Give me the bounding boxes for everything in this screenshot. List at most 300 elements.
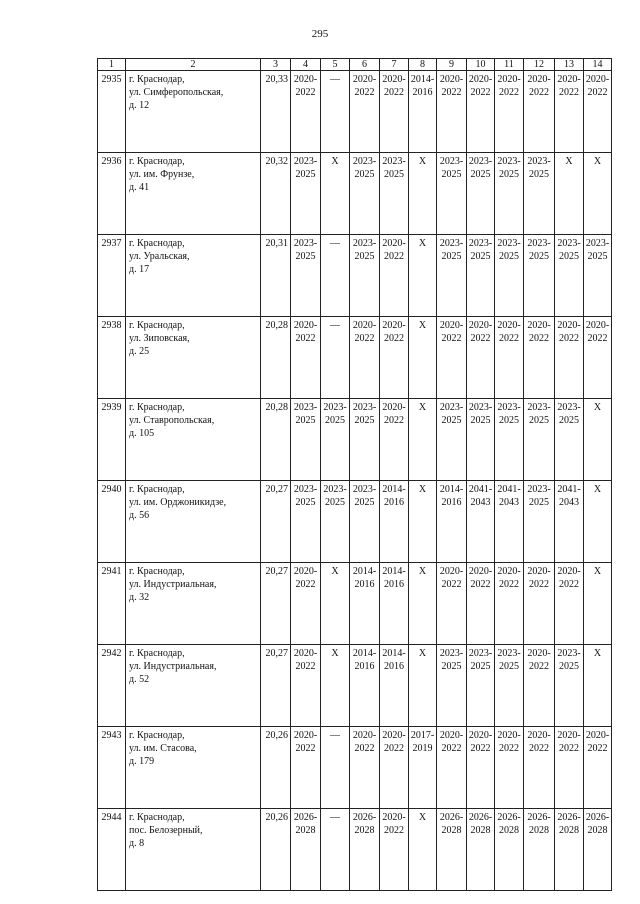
period-cell-c9 xyxy=(437,645,467,727)
cell-line: 2025 xyxy=(470,169,491,180)
cell-line: 2023- xyxy=(352,484,377,495)
cell-line: 2023- xyxy=(585,238,610,249)
period-cell-c11 xyxy=(495,809,524,891)
cell-line: 2022 xyxy=(441,579,462,590)
period-cell-c9 xyxy=(437,809,467,891)
table-row xyxy=(98,645,612,727)
cell-line: 2023- xyxy=(527,156,551,167)
column-number-4: 4 xyxy=(291,59,321,71)
cell-line: X xyxy=(418,566,427,577)
cell-line: — xyxy=(330,812,340,823)
cell-line: 2022 xyxy=(559,333,579,344)
cell-line: 2023- xyxy=(293,238,318,249)
cell-line: 2025 xyxy=(354,169,375,180)
table-row xyxy=(98,809,612,891)
table-row xyxy=(98,399,612,481)
cell-line: 2020- xyxy=(439,730,464,741)
cell-line: 2025 xyxy=(354,251,375,262)
period-cell-c8 xyxy=(409,71,437,153)
cell-line: 2025 xyxy=(499,169,519,180)
cell-line: д. 179 xyxy=(129,756,155,767)
cell-line: д. 32 xyxy=(129,592,150,603)
cell-line: 2026- xyxy=(557,812,581,823)
row-number: 2935 xyxy=(98,71,126,153)
period-cell-c12 xyxy=(524,809,555,891)
cell-line: ул. Зиповская, xyxy=(129,333,190,344)
address-cell xyxy=(126,645,261,727)
period-cell-c7 xyxy=(380,481,409,563)
cell-line: X xyxy=(331,156,339,167)
column-number-7: 7 xyxy=(380,59,409,71)
cell-line: ул. им. Стасова, xyxy=(129,743,197,754)
cell-line: 2022 xyxy=(354,743,375,754)
period-cell-c4 xyxy=(291,153,321,235)
period-cell-c6 xyxy=(350,317,380,399)
period-cell-c7 xyxy=(380,645,409,727)
cell-line: X xyxy=(593,484,602,495)
cell-line: 2028 xyxy=(295,825,316,836)
cell-line: 2022 xyxy=(559,579,579,590)
cell-line: 2025 xyxy=(470,251,491,262)
cell-line: 2020- xyxy=(497,74,521,85)
cell-line: 2023- xyxy=(527,484,551,495)
cell-line: 2023- xyxy=(468,238,493,249)
cell-line: X xyxy=(418,648,427,659)
cell-line: 2025 xyxy=(587,251,608,262)
cell-line: 2022 xyxy=(295,661,316,672)
address-cell xyxy=(126,317,261,399)
cell-line: 2025 xyxy=(441,169,462,180)
cell-line: X xyxy=(565,156,573,167)
cell-line: 2026- xyxy=(439,812,464,823)
table-row xyxy=(98,317,612,399)
table-row xyxy=(98,563,612,645)
column-number-13: 13 xyxy=(555,59,584,71)
cell-line: 2025 xyxy=(325,497,345,508)
period-cell-c14 xyxy=(584,809,612,891)
cell-line: 2041- xyxy=(497,484,521,495)
cell-line: 2022 xyxy=(384,251,404,262)
cell-line: 2016 xyxy=(412,87,433,98)
address-cell xyxy=(126,71,261,153)
period-cell-c5 xyxy=(321,71,350,153)
cell-line: 2028 xyxy=(587,825,608,836)
cell-line: X xyxy=(418,484,427,495)
cell-line: д. 105 xyxy=(129,428,155,439)
period-cell-c4 xyxy=(291,235,321,317)
cell-line: ул. Индустриальная, xyxy=(129,661,217,672)
cell-line: 2022 xyxy=(441,333,462,344)
period-cell-c8 xyxy=(409,481,437,563)
period-cell-c8 xyxy=(409,317,437,399)
cell-line: 2020- xyxy=(352,730,377,741)
cell-line: 2023- xyxy=(293,484,318,495)
page-number: 295 xyxy=(311,28,329,40)
cell-line: 2022 xyxy=(587,333,608,344)
cell-line: — xyxy=(330,74,340,85)
cell-line: 2023- xyxy=(497,648,521,659)
period-cell-c11 xyxy=(495,563,524,645)
cell-line: 2028 xyxy=(559,825,579,836)
table-row xyxy=(98,235,612,317)
cell-line: 2020- xyxy=(527,730,551,741)
period-cell-c10 xyxy=(467,809,495,891)
cell-line: 2022 xyxy=(470,87,491,98)
period-cell-c5 xyxy=(321,153,350,235)
cell-line: 2025 xyxy=(295,497,316,508)
period-cell-c6 xyxy=(350,235,380,317)
period-cell-c5 xyxy=(321,235,350,317)
period-cell-c9 xyxy=(437,71,467,153)
period-cell-c6 xyxy=(350,727,380,809)
period-cell-c12 xyxy=(524,645,555,727)
cell-line: 2020- xyxy=(352,320,377,331)
cell-line: 2020- xyxy=(557,320,581,331)
cell-line: ул. Индустриальная, xyxy=(129,579,217,590)
cell-line: 2020- xyxy=(468,730,493,741)
cell-line: X xyxy=(331,648,339,659)
cell-line: 2025 xyxy=(295,415,316,426)
column-number-8: 8 xyxy=(409,59,437,71)
cell-line: 2025 xyxy=(559,415,579,426)
cell-line: X xyxy=(418,238,427,249)
address-cell xyxy=(126,235,261,317)
period-cell-c9 xyxy=(437,235,467,317)
cell-line: 2025 xyxy=(354,415,375,426)
period-cell-c14 xyxy=(584,481,612,563)
column-number-9: 9 xyxy=(437,59,467,71)
period-cell-c6 xyxy=(350,153,380,235)
period-cell-c11 xyxy=(495,481,524,563)
cell-line: 2023- xyxy=(352,238,377,249)
cell-line: 2020- xyxy=(585,74,610,85)
area-cell: 20,27 xyxy=(261,563,291,645)
cell-line: 2028 xyxy=(529,825,549,836)
cell-line: — xyxy=(330,320,340,331)
period-cell-c4 xyxy=(291,645,321,727)
period-cell-c5 xyxy=(321,399,350,481)
period-cell-c13 xyxy=(555,727,584,809)
period-cell-c13 xyxy=(555,235,584,317)
cell-line: г. Краснодар, xyxy=(129,484,185,495)
column-number-row xyxy=(98,59,612,71)
cell-line: 2022 xyxy=(354,87,375,98)
cell-line: 2023- xyxy=(497,402,521,413)
table-row xyxy=(98,71,612,153)
period-cell-c12 xyxy=(524,153,555,235)
cell-line: 2023- xyxy=(468,156,493,167)
address-cell xyxy=(126,153,261,235)
cell-line: 2025 xyxy=(295,169,316,180)
cell-line: 2020- xyxy=(557,566,581,577)
cell-line: 2023- xyxy=(382,156,406,167)
cell-line: 2020- xyxy=(468,74,493,85)
cell-line: 2020- xyxy=(293,74,318,85)
address-cell xyxy=(126,563,261,645)
cell-line: 2020- xyxy=(293,730,318,741)
cell-line: ул. им. Фрунзе, xyxy=(129,169,195,180)
cell-line: ул. им. Орджоникидзе, xyxy=(129,497,227,508)
cell-line: 2022 xyxy=(529,661,549,672)
cell-line: 2025 xyxy=(529,169,549,180)
cell-line: 2023- xyxy=(497,156,521,167)
cell-line: 2020- xyxy=(382,402,406,413)
cell-line: 2023- xyxy=(557,238,581,249)
cell-line: г. Краснодар, xyxy=(129,320,185,331)
cell-line: 2022 xyxy=(295,333,316,344)
column-number-11: 11 xyxy=(495,59,524,71)
area-cell: 20,28 xyxy=(261,317,291,399)
cell-line: пос. Белозерный, xyxy=(129,825,203,836)
cell-line: 2020- xyxy=(585,730,610,741)
cell-line: 2025 xyxy=(441,415,462,426)
period-cell-c9 xyxy=(437,317,467,399)
cell-line: 2028 xyxy=(441,825,462,836)
cell-line: 2041- xyxy=(468,484,493,495)
cell-line: 2016 xyxy=(384,661,404,672)
area-cell: 20,32 xyxy=(261,153,291,235)
period-cell-c10 xyxy=(467,645,495,727)
period-cell-c12 xyxy=(524,563,555,645)
cell-line: 2020- xyxy=(468,320,493,331)
period-cell-c4 xyxy=(291,809,321,891)
cell-line: г. Краснодар, xyxy=(129,648,185,659)
column-number-3: 3 xyxy=(261,59,291,71)
cell-line: 2020- xyxy=(527,320,551,331)
period-cell-c9 xyxy=(437,481,467,563)
column-number-6: 6 xyxy=(350,59,380,71)
cell-line: д. 41 xyxy=(129,182,150,193)
period-cell-c6 xyxy=(350,71,380,153)
cell-line: 2022 xyxy=(587,87,608,98)
period-cell-c13 xyxy=(555,809,584,891)
cell-line: 2022 xyxy=(354,333,375,344)
period-cell-c12 xyxy=(524,727,555,809)
period-cell-c7 xyxy=(380,235,409,317)
cell-line: 2025 xyxy=(499,251,519,262)
cell-line: 2025 xyxy=(354,497,375,508)
period-cell-c10 xyxy=(467,235,495,317)
cell-line: 2020- xyxy=(293,648,318,659)
cell-line: 2023- xyxy=(527,402,551,413)
period-cell-c5 xyxy=(321,563,350,645)
cell-line: 2025 xyxy=(295,251,316,262)
cell-line: 2022 xyxy=(441,743,462,754)
cell-line: 2023- xyxy=(352,156,377,167)
cell-line: X xyxy=(593,402,602,413)
cell-line: 2026- xyxy=(497,812,521,823)
cell-line: 2026- xyxy=(585,812,610,823)
area-cell: 20,33 xyxy=(261,71,291,153)
column-number-2: 2 xyxy=(126,59,261,71)
row-number: 2939 xyxy=(98,399,126,481)
cell-line: 2026- xyxy=(527,812,551,823)
cell-line: 2017- xyxy=(410,730,435,741)
period-cell-c10 xyxy=(467,71,495,153)
cell-line: 2025 xyxy=(470,661,491,672)
column-number-5: 5 xyxy=(321,59,350,71)
column-number-10: 10 xyxy=(467,59,495,71)
period-cell-c7 xyxy=(380,563,409,645)
period-cell-c14 xyxy=(584,317,612,399)
period-cell-c10 xyxy=(467,563,495,645)
period-cell-c8 xyxy=(409,809,437,891)
cell-line: 2020- xyxy=(293,566,318,577)
cell-line: 2020- xyxy=(382,320,406,331)
cell-line: 2016 xyxy=(354,579,375,590)
period-cell-c6 xyxy=(350,399,380,481)
cell-line: 2022 xyxy=(529,87,549,98)
cell-line: 2022 xyxy=(499,333,519,344)
area-cell: 20,28 xyxy=(261,399,291,481)
cell-line: X xyxy=(418,320,427,331)
period-cell-c12 xyxy=(524,235,555,317)
cell-line: г. Краснодар, xyxy=(129,730,185,741)
cell-line: 2023- xyxy=(352,402,377,413)
row-number: 2944 xyxy=(98,809,126,891)
period-cell-c9 xyxy=(437,153,467,235)
period-cell-c8 xyxy=(409,399,437,481)
cell-line: 2023- xyxy=(557,648,581,659)
row-number: 2937 xyxy=(98,235,126,317)
cell-line: 2025 xyxy=(384,169,404,180)
cell-line: д. 56 xyxy=(129,510,150,521)
period-cell-c13 xyxy=(555,71,584,153)
period-cell-c9 xyxy=(437,563,467,645)
cell-line: 2022 xyxy=(529,743,549,754)
cell-line: 2020- xyxy=(382,74,406,85)
cell-line: 2023- xyxy=(323,402,347,413)
cell-line: 2025 xyxy=(441,661,462,672)
cell-line: 2022 xyxy=(529,333,549,344)
row-number: 2941 xyxy=(98,563,126,645)
period-cell-c6 xyxy=(350,481,380,563)
cell-line: 2023- xyxy=(527,238,551,249)
cell-line: г. Краснодар, xyxy=(129,566,185,577)
cell-line: 2022 xyxy=(559,743,579,754)
column-number-1: 1 xyxy=(98,59,126,71)
period-cell-c4 xyxy=(291,563,321,645)
period-cell-c4 xyxy=(291,317,321,399)
cell-line: 2020- xyxy=(557,74,581,85)
period-cell-c11 xyxy=(495,235,524,317)
cell-line: 2020- xyxy=(468,566,493,577)
cell-line: X xyxy=(593,156,602,167)
cell-line: 2014- xyxy=(382,648,406,659)
period-cell-c5 xyxy=(321,727,350,809)
cell-line: 2025 xyxy=(529,251,549,262)
cell-line: 2022 xyxy=(529,579,549,590)
period-cell-c11 xyxy=(495,645,524,727)
cell-line: 2014- xyxy=(439,484,464,495)
cell-line: ул. Уральская, xyxy=(129,251,190,262)
cell-line: 2014- xyxy=(352,648,377,659)
cell-line: 2020- xyxy=(585,320,610,331)
cell-line: 2025 xyxy=(470,415,491,426)
cell-line: д. 17 xyxy=(129,264,150,275)
period-cell-c14 xyxy=(584,727,612,809)
period-cell-c12 xyxy=(524,71,555,153)
cell-line: 2016 xyxy=(384,497,404,508)
row-number: 2938 xyxy=(98,317,126,399)
period-cell-c5 xyxy=(321,317,350,399)
cell-line: г. Краснодар, xyxy=(129,238,185,249)
period-cell-c11 xyxy=(495,399,524,481)
cell-line: д. 8 xyxy=(129,838,145,849)
period-cell-c4 xyxy=(291,399,321,481)
cell-line: 2020- xyxy=(352,74,377,85)
cell-line: г. Краснодар, xyxy=(129,402,185,413)
area-cell: 20,31 xyxy=(261,235,291,317)
cell-line: 2022 xyxy=(499,743,519,754)
row-number: 2943 xyxy=(98,727,126,809)
cell-line: 2043 xyxy=(559,497,579,508)
cell-line: 2025 xyxy=(559,661,579,672)
period-cell-c5 xyxy=(321,481,350,563)
cell-line: 2022 xyxy=(384,825,404,836)
row-number: 2940 xyxy=(98,481,126,563)
area-cell: 20,26 xyxy=(261,809,291,891)
cell-line: 2022 xyxy=(559,87,579,98)
cell-line: 2022 xyxy=(470,333,491,344)
column-number-14: 14 xyxy=(584,59,612,71)
table-row xyxy=(98,153,612,235)
cell-line: 2022 xyxy=(295,579,316,590)
cell-line: 2020- xyxy=(439,320,464,331)
cell-line: X xyxy=(418,812,427,823)
cell-line: X xyxy=(593,648,602,659)
period-cell-c13 xyxy=(555,563,584,645)
cell-line: 2023- xyxy=(439,402,464,413)
cell-line: 2014- xyxy=(382,484,406,495)
period-cell-c10 xyxy=(467,727,495,809)
cell-line: 2023- xyxy=(439,648,464,659)
period-cell-c12 xyxy=(524,317,555,399)
cell-line: д. 52 xyxy=(129,674,150,685)
period-cell-c13 xyxy=(555,481,584,563)
period-cell-c7 xyxy=(380,317,409,399)
cell-line: 2020- xyxy=(527,648,551,659)
address-cell xyxy=(126,727,261,809)
area-cell: 20,27 xyxy=(261,481,291,563)
cell-line: 2028 xyxy=(354,825,375,836)
period-cell-c11 xyxy=(495,71,524,153)
period-cell-c7 xyxy=(380,153,409,235)
cell-line: 2043 xyxy=(499,497,519,508)
cell-line: 2020- xyxy=(527,74,551,85)
cell-line: 2016 xyxy=(354,661,375,672)
cell-line: X xyxy=(418,402,427,413)
address-cell xyxy=(126,481,261,563)
period-cell-c11 xyxy=(495,727,524,809)
row-number: 2936 xyxy=(98,153,126,235)
period-cell-c6 xyxy=(350,645,380,727)
cell-line: 2022 xyxy=(587,743,608,754)
cell-line: 2022 xyxy=(470,743,491,754)
cell-line: 2014- xyxy=(382,566,406,577)
cell-line: — xyxy=(330,730,340,741)
period-cell-c8 xyxy=(409,727,437,809)
cell-line: 2025 xyxy=(529,497,549,508)
period-cell-c4 xyxy=(291,481,321,563)
cell-line: 2022 xyxy=(499,87,519,98)
cell-line: 2020- xyxy=(439,74,464,85)
cell-line: 2020- xyxy=(293,320,318,331)
cell-line: 2023- xyxy=(468,402,493,413)
period-cell-c10 xyxy=(467,399,495,481)
period-cell-c7 xyxy=(380,71,409,153)
period-cell-c10 xyxy=(467,153,495,235)
